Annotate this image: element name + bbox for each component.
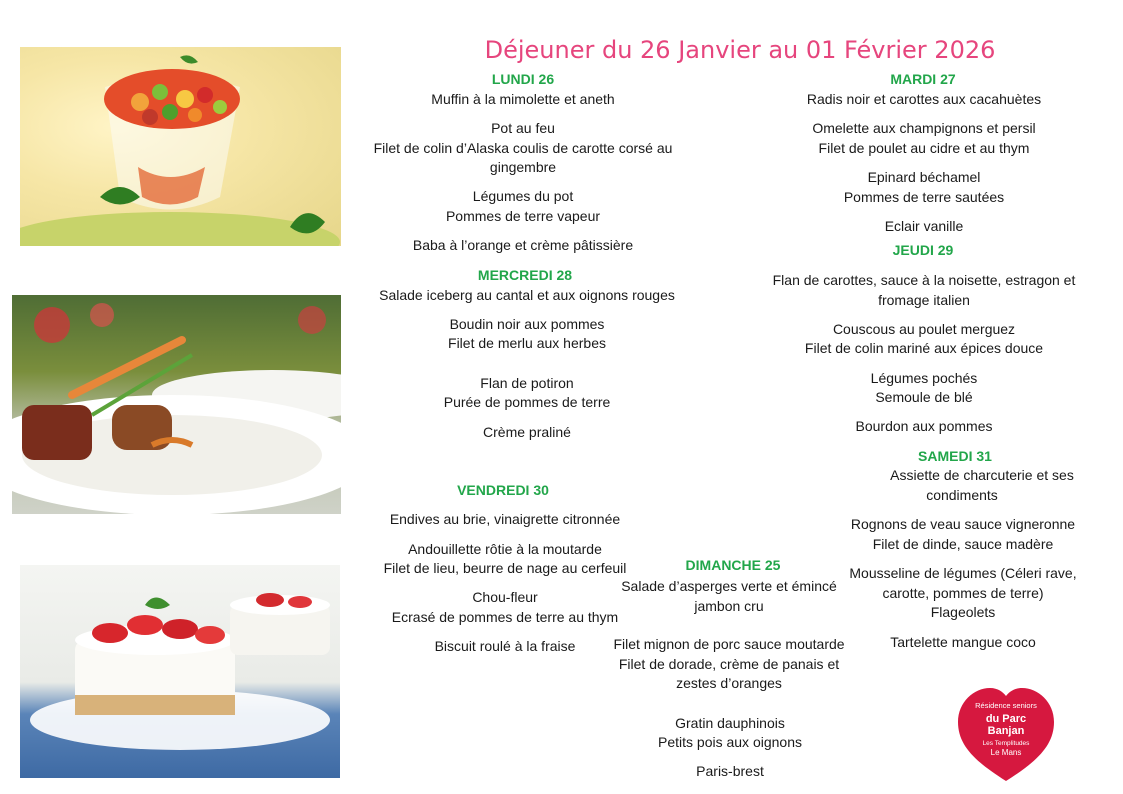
- vendredi-plat-2: Filet de lieu, beurre de nage au cerfeuil: [383, 560, 627, 576]
- heading-mardi: MARDI 27: [890, 71, 956, 87]
- samedi-entree-2: condiments: [926, 487, 998, 503]
- salad-photo: [20, 47, 341, 246]
- heading-lundi: LUNDI 26: [491, 71, 555, 87]
- lundi-legume-2: Pommes de terre vapeur: [445, 208, 601, 224]
- lamb-plate-photo: [12, 295, 341, 514]
- mercredi-plat-1: Boudin noir aux pommes: [449, 316, 605, 332]
- lundi-dessert: Baba à l’orange et crème pâtissière: [412, 237, 634, 253]
- dimanche-plat-1: Filet mignon de porc sauce moutarde: [613, 636, 845, 652]
- vendredi-dessert: Biscuit roulé à la fraise: [434, 638, 576, 654]
- mardi-legume-1: Epinard béchamel: [867, 169, 981, 185]
- dimanche-legume-1: Gratin dauphinois: [675, 715, 785, 731]
- dimanche-dessert: Paris-brest: [696, 763, 764, 779]
- jeudi-plat-1: Couscous au poulet merguez: [832, 321, 1016, 337]
- vendredi-legume-2: Ecrasé de pommes de terre au thym: [391, 609, 619, 625]
- samedi-dessert: Tartelette mangue coco: [890, 634, 1036, 650]
- mercredi-dessert: Crème praliné: [483, 424, 571, 440]
- heading-mercredi: MERCREDI 28: [477, 267, 573, 283]
- jeudi-legume-1: Légumes pochés: [870, 370, 978, 386]
- samedi-legume-1: Mousseline de légumes (Céleri rave,: [849, 565, 1077, 581]
- mercredi-entree: Salade iceberg au cantal et aux oignons rouges: [379, 287, 675, 303]
- mardi-legume-2: Pommes de terre sautées: [843, 189, 1005, 205]
- vendredi-legume-1: Chou-fleur: [472, 589, 538, 605]
- heading-vendredi: VENDREDI 30: [457, 482, 549, 498]
- logo-line2: du Parc: [985, 713, 1027, 725]
- jeudi-legume-2: Semoule de blé: [875, 389, 973, 405]
- jeudi-entree-2: fromage italien: [878, 292, 970, 308]
- mardi-dessert: Eclair vanille: [884, 218, 964, 234]
- jeudi-plat-2: Filet de colin mariné aux épices douce: [804, 340, 1044, 356]
- dimanche-entree-1: Salade d’asperges verte et émincé: [621, 578, 837, 594]
- lundi-plat-1: Pot au feu: [491, 120, 555, 136]
- vendredi-entree: Endives au brie, vinaigrette citronnée: [389, 511, 621, 527]
- menu-title: Déjeuner du 26 Janvier au 01 Février 2026: [484, 36, 996, 64]
- logo-line3: Banjan: [987, 725, 1025, 737]
- samedi-legume-2: carotte, pommes de terre): [882, 585, 1044, 601]
- samedi-plat-1: Rognons de veau sauce vigneronne: [850, 516, 1076, 532]
- samedi-legume-3: Flageolets: [930, 604, 996, 620]
- jeudi-dessert: Bourdon aux pommes: [855, 418, 993, 434]
- lundi-legume-1: Légumes du pot: [472, 188, 574, 204]
- mardi-entree: Radis noir et carottes aux cacahuètes: [806, 91, 1042, 107]
- heading-samedi: SAMEDI 31: [918, 448, 992, 464]
- residence-logo: [956, 684, 1056, 784]
- samedi-entree-1: Assiette de charcuterie et ses: [890, 467, 1074, 483]
- mercredi-legume-1: Flan de potiron: [480, 375, 574, 391]
- dimanche-legume-2: Petits pois aux oignons: [658, 734, 802, 750]
- logo-line1: Résidence seniors: [975, 701, 1037, 710]
- logo-line4: Les Templitudes: [982, 740, 1030, 747]
- mercredi-legume-2: Purée de pommes de terre: [443, 394, 611, 410]
- dimanche-plat-2: Filet de dorade, crème de panais et: [618, 656, 840, 672]
- samedi-plat-2: Filet de dinde, sauce madère: [872, 536, 1054, 552]
- lundi-plat-2: Filet de colin d’Alaska coulis de carotte corsé au: [373, 140, 673, 156]
- dimanche-entree-2: jambon cru: [694, 598, 764, 614]
- dimanche-plat-2b: zestes d’oranges: [676, 675, 782, 691]
- heading-dimanche: DIMANCHE 25: [685, 557, 781, 573]
- lundi-entree: Muffin à la mimolette et aneth: [431, 91, 615, 107]
- vendredi-plat-1: Andouillette rôtie à la moutarde: [408, 541, 602, 557]
- jeudi-entree-1: Flan de carottes, sauce à la noisette, estragon et: [772, 272, 1076, 288]
- strawberry-cheesecake-photo: [20, 565, 340, 778]
- logo-line5: Le Mans: [990, 748, 1022, 757]
- lundi-plat-2b: gingembre: [489, 159, 557, 175]
- mardi-plat-2: Filet de poulet au cidre et au thym: [818, 140, 1030, 156]
- heading-jeudi: JEUDI 29: [892, 242, 954, 258]
- mardi-plat-1: Omelette aux champignons et persil: [812, 120, 1036, 136]
- mercredi-plat-2: Filet de merlu aux herbes: [448, 335, 606, 351]
